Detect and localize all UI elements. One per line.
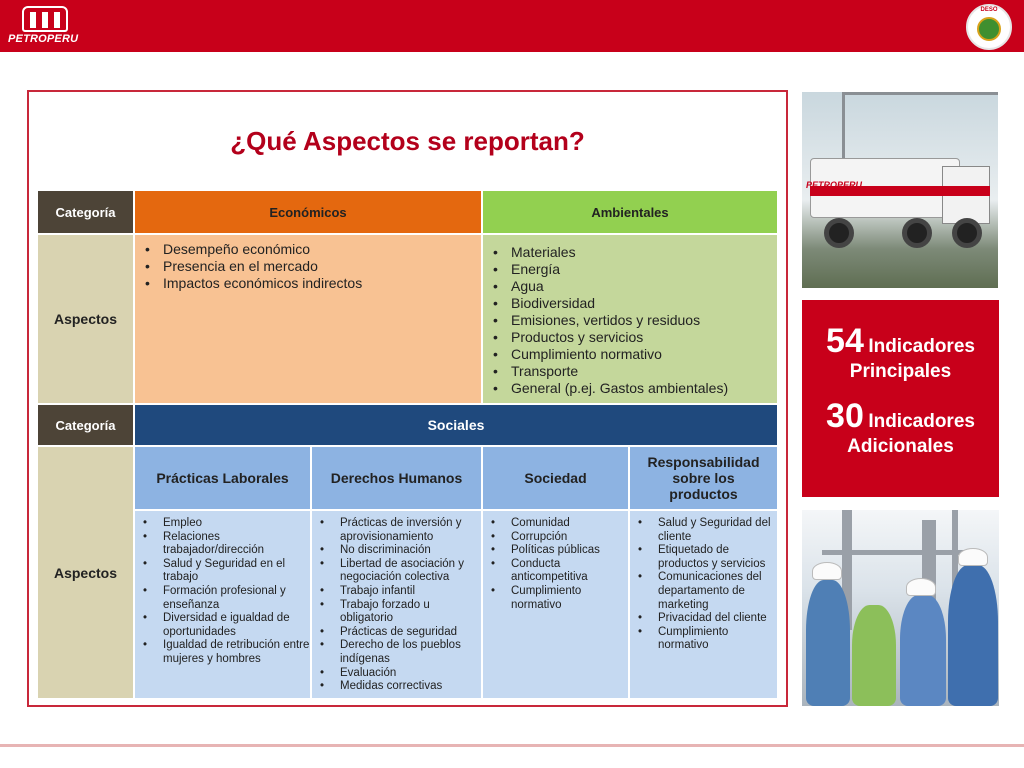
- seal-text: DESO: [980, 7, 998, 13]
- slide-title: ¿Qué Aspectos se reportan?: [230, 126, 585, 156]
- list-item: • Corrupción: [491, 531, 628, 545]
- list-item: • Cumplimiento normativo: [638, 626, 777, 653]
- principal-indicators: [802, 300, 999, 361]
- list-item: • Derecho de los pueblos indígenas: [320, 639, 481, 666]
- list-item: • Prácticas de seguridad: [320, 626, 481, 640]
- list-item: • Energía: [493, 261, 777, 278]
- responsabilidad-productos-list: [630, 511, 777, 653]
- list-item: • Materiales: [493, 244, 777, 261]
- footer-line: [0, 744, 1024, 747]
- derechos-humanos-header: Derechos Humanos: [312, 447, 481, 509]
- list-item: • Trabajo infantil: [320, 585, 481, 599]
- responsabilidad-productos-header: Responsabilidad sobre los productos: [630, 447, 777, 509]
- list-item: • Desempeño económico: [145, 241, 481, 258]
- hard-hat-icon: [812, 562, 842, 580]
- list-item: • Conducta anticompetitiva: [491, 558, 628, 585]
- sociedad-cell: [483, 511, 628, 698]
- principal-count: 54: [826, 322, 864, 360]
- additional-indicators: [802, 383, 999, 436]
- list-item: • General (p.ej. Gastos ambientales): [493, 380, 777, 397]
- truck-wheel: [824, 218, 854, 248]
- practicas-laborales-cell: [135, 511, 310, 698]
- deso-seal: [966, 4, 1012, 50]
- loading-tower: [842, 92, 998, 162]
- list-item: • Libertad de asociación y negociación colectiva: [320, 558, 481, 585]
- worker-figure: [806, 580, 850, 706]
- list-item: • Impactos económicos indirectos: [145, 275, 481, 292]
- list-item: • Productos y servicios: [493, 329, 777, 346]
- additional-count: 30: [826, 397, 864, 435]
- list-item: • Diversidad e igualdad de oportunidades: [143, 612, 310, 639]
- petroperu-emblem-icon: [22, 6, 68, 32]
- ambientales-aspects-cell: [483, 235, 777, 403]
- ambientales-header: Ambientales: [483, 191, 777, 233]
- responsabilidad-productos-cell: [630, 511, 777, 698]
- list-item: • Transporte: [493, 363, 777, 380]
- derechos-humanos-list: [312, 511, 481, 694]
- list-item: • Presencia en el mercado: [145, 258, 481, 275]
- indicators-box: [802, 300, 999, 497]
- list-item: • Prácticas de inversión y aprovisionamiento: [320, 517, 481, 544]
- seal-emblem-icon: [977, 17, 1001, 41]
- list-item: • Agua: [493, 278, 777, 295]
- list-item: • Cumplimiento normativo: [493, 346, 777, 363]
- list-item: • Comunicaciones del departamento de marketing: [638, 571, 777, 612]
- sociales-header: Sociales: [135, 405, 777, 445]
- header-bar: [0, 0, 1024, 52]
- worker-figure: [900, 595, 946, 706]
- list-item: • Trabajo forzado u obligatorio: [320, 599, 481, 626]
- bottom-aspectos-label: Aspectos: [38, 447, 133, 698]
- logo-text: PETROPERU: [8, 33, 79, 45]
- sociedad-header: Sociedad: [483, 447, 628, 509]
- principal-sublabel: Principales: [849, 361, 952, 382]
- practicas-laborales-list: [135, 511, 310, 667]
- truck-photo: [802, 92, 998, 288]
- ambientales-aspect-list: [483, 235, 777, 397]
- list-item: • Cumplimiento normativo: [491, 585, 628, 612]
- top-categoria-header: Categoría: [38, 191, 133, 233]
- list-item: • Relaciones trabajador/dirección: [143, 531, 310, 558]
- list-item: • Biodiversidad: [493, 295, 777, 312]
- worker-figure: [852, 605, 896, 706]
- list-item: • Empleo: [143, 517, 310, 531]
- petroperu-logo: [8, 6, 88, 48]
- derechos-humanos-cell: [312, 511, 481, 698]
- list-item: • Etiquetado de productos y servicios: [638, 544, 777, 571]
- list-item: • Comunidad: [491, 517, 628, 531]
- list-item: • Formación profesional y enseñanza: [143, 585, 310, 612]
- economicos-aspects-cell: [135, 235, 481, 403]
- economicos-aspect-list: [135, 235, 481, 292]
- principal-label: Indicadores: [868, 336, 975, 357]
- sociedad-list: [483, 511, 628, 612]
- list-item: • Igualdad de retribución entre mujeres y hombres: [143, 639, 310, 666]
- additional-label: Indicadores: [868, 411, 975, 432]
- list-item: • Salud y Seguridad en el trabajo: [143, 558, 310, 585]
- economicos-header: Económicos: [135, 191, 481, 233]
- list-item: • No discriminación: [320, 544, 481, 558]
- worker-figure: [948, 565, 998, 706]
- truck-brand-label: PETROPERU: [806, 180, 863, 190]
- bottom-categoria-header: Categoría: [38, 405, 133, 445]
- list-item: • Políticas públicas: [491, 544, 628, 558]
- list-item: • Privacidad del cliente: [638, 612, 777, 626]
- hard-hat-icon: [958, 548, 988, 566]
- workers-photo: [802, 510, 999, 706]
- practicas-laborales-header: Prácticas Laborales: [135, 447, 310, 509]
- hard-hat-icon: [906, 578, 936, 596]
- list-item: • Salud y Seguridad del cliente: [638, 517, 777, 544]
- truck-wheel: [952, 218, 982, 248]
- aspects-panel: [27, 90, 788, 707]
- list-item: • Emisiones, vertidos y residuos: [493, 312, 777, 329]
- top-aspectos-label: Aspectos: [38, 235, 133, 403]
- list-item: • Medidas correctivas: [320, 680, 481, 694]
- list-item: • Evaluación: [320, 667, 481, 681]
- additional-sublabel: Adicionales: [847, 436, 954, 457]
- truck-wheel: [902, 218, 932, 248]
